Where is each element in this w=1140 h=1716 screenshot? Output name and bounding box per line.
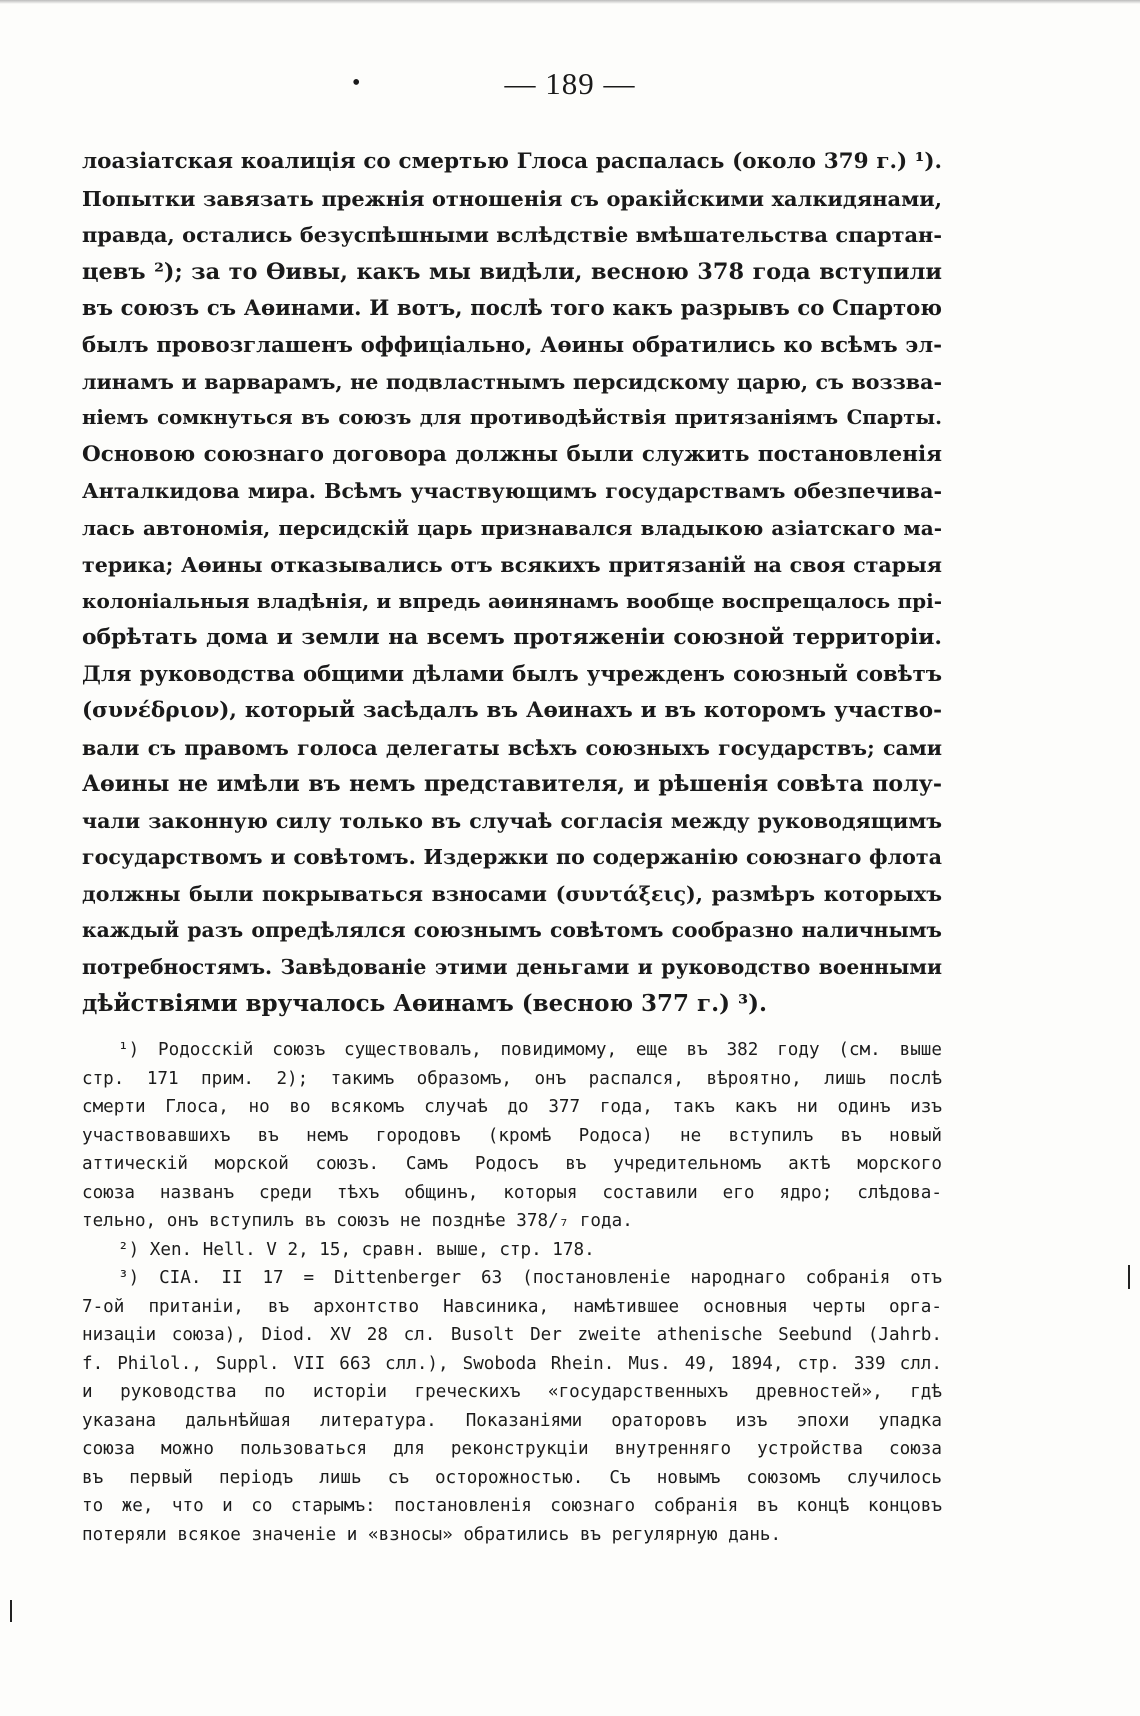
text-line: чали законную силу только въ случаѣ согласія между руководящимъ — [82, 808, 942, 833]
footnote-line: аттическій морской союзъ. Самъ Родосъ въ учредительномъ актѣ морского — [82, 1154, 942, 1174]
scan-margin-mark — [1128, 1265, 1130, 1289]
text-line: потребностямъ. Завѣдованіе этими деньгами и руководство военными — [82, 955, 942, 980]
footnote-line: и руководства по исторіи греческихъ «государственныхъ древностей», гдѣ — [82, 1382, 942, 1402]
text-line: Аөины не имѣли въ немъ представителя, и рѣшенія совѣта полу- — [82, 771, 942, 798]
text-line: государствомъ и совѣтомъ. Издержки по содержанію союзнаго флота — [82, 845, 942, 870]
footnote-line: стр. 171 прим. 2); такимъ образомъ, онъ распался, вѣроятно, лишь послѣ — [82, 1068, 942, 1089]
footnote-line: указана дальнѣйшая литература. Показаніями ораторовъ изъ эпохи упадка — [82, 1410, 942, 1431]
text-line: вали съ правомъ голоса делегаты всѣхъ союзныхъ государствъ; сами — [82, 735, 942, 760]
text-line: линамъ и варварамъ, не подвластнымъ персидскому царю, съ воззва- — [82, 369, 942, 394]
page-number: — 189 — — [504, 66, 636, 101]
footnote-line: союза названъ среди тѣхъ общинъ, которыя составили его ядро; слѣдова- — [82, 1182, 942, 1203]
footnote-line: участвовавшихъ въ немъ городовъ (кромѣ Родоса) не вступилъ въ новый — [82, 1125, 942, 1146]
footnote-line: потеряли всякое значеніе и «взносы» обратились въ регулярную дань. — [82, 1524, 782, 1545]
footnote-line: союза можно пользоваться для реконструкціи внутренняго устройства союза — [82, 1439, 942, 1459]
text-line: цевъ ²); за то Өивы, какъ мы видѣли, весною 378 года вступили — [82, 258, 942, 285]
text-line: правда, остались безуспѣшными вслѣдствіе вмѣшательства спартан- — [82, 222, 942, 248]
text-line: лоазіатская коалиція со смертью Глоса распалась (около 379 г.) ¹). — [82, 149, 942, 174]
text-line: Попытки завязать прежнія отношенія съ оракійскими халкидянами, — [82, 185, 942, 211]
footnote-line: низаціи союза), Diod. XV 28 сл. Busolt Der zweite athenische Seebund (Jahrb. — [82, 1325, 942, 1345]
page-header — [0, 66, 1140, 102]
text-line: каждый разъ опредѣлялся союзнымъ совѣтомъ сообразно наличнымъ — [82, 918, 942, 943]
footnotes — [82, 1036, 942, 1549]
main-text — [82, 144, 942, 1022]
text-line: (συνέδριον), который засѣдалъ въ Аөинахъ и въ которомъ участво- — [82, 697, 942, 723]
text-line: Анталкидова мира. Всѣмъ участвующимъ государствамъ обезпечива- — [82, 479, 942, 504]
footnote-line: ³) CIA. II 17 = Dittenberger 63 (постановленіе народнаго собранія отъ — [118, 1268, 942, 1288]
text-line: Для руководства общими дѣлами былъ учрежденъ союзный совѣтъ — [82, 661, 942, 687]
footnote-line: въ первый періодъ лишь съ осторожностью. Съ новымъ союзомъ случилось — [82, 1467, 942, 1488]
text-line: должны были покрываться взносами (συντάξεις), размѣръ которыхъ — [82, 881, 942, 906]
text-line: терика; Аөины отказывались отъ всякихъ притязаній на своя старыя — [82, 552, 942, 577]
footnote-line: ¹) Родосскій союзъ существовалъ, повидимому, еще въ 382 году (см. выше — [118, 1040, 942, 1060]
text-line: колоніальныя владѣнія, и впредь аөинянамъ вообще воспрещалось прі- — [82, 589, 942, 614]
footnote-line: f. Philol., Suppl. VII 663 слл.), Swoboda Rhein. Mus. 49, 1894, стр. 339 слл. — [82, 1353, 942, 1374]
page-top-edge — [0, 0, 1140, 4]
footnote-line: то же, что и со старымъ: постановленія союзнаго собранія въ концѣ концовъ — [82, 1496, 942, 1516]
text-line: дѣйствіями вручалось Аөинамъ (весною 377 г.) ³). — [82, 989, 768, 1017]
scan-margin-mark — [10, 1600, 12, 1622]
text-line: ніемъ сомкнуться въ союзъ для противодѣйствія притязаніямъ Спарты. — [82, 406, 942, 430]
text-line: въ союзъ съ Аөинами. И вотъ, послѣ того какъ разрывъ со Спартою — [82, 295, 942, 321]
header-dot: • — [352, 70, 362, 96]
text-line: обрѣтать дома и земли на всемъ протяженіи союзной территоріи. — [82, 624, 942, 650]
footnote-line: тельно, онъ вступилъ въ союзъ не позднѣе 378/₇ года. — [82, 1211, 633, 1231]
text-line: былъ провозглашенъ оффиціально, Аөины обратились ко всѣмъ эл- — [82, 331, 942, 357]
footnote-line: смерти Глоса, но во всякомъ случаѣ до 377 года, такъ какъ ни одинъ изъ — [82, 1097, 942, 1117]
footnote-line: ²) Xen. Hell. V 2, 15, сравн. выше, стр. 178. — [118, 1239, 595, 1260]
footnote-line: 7-ой пританіи, въ архонтство Навсиника, намѣтившее основныя черты орга- — [82, 1296, 942, 1317]
text-line: лась автономія, персидскій царь признавался владыкою азіатскаго ма- — [82, 515, 942, 540]
text-line: Основою союзнаго договора должны были служить постановленія — [82, 441, 942, 467]
